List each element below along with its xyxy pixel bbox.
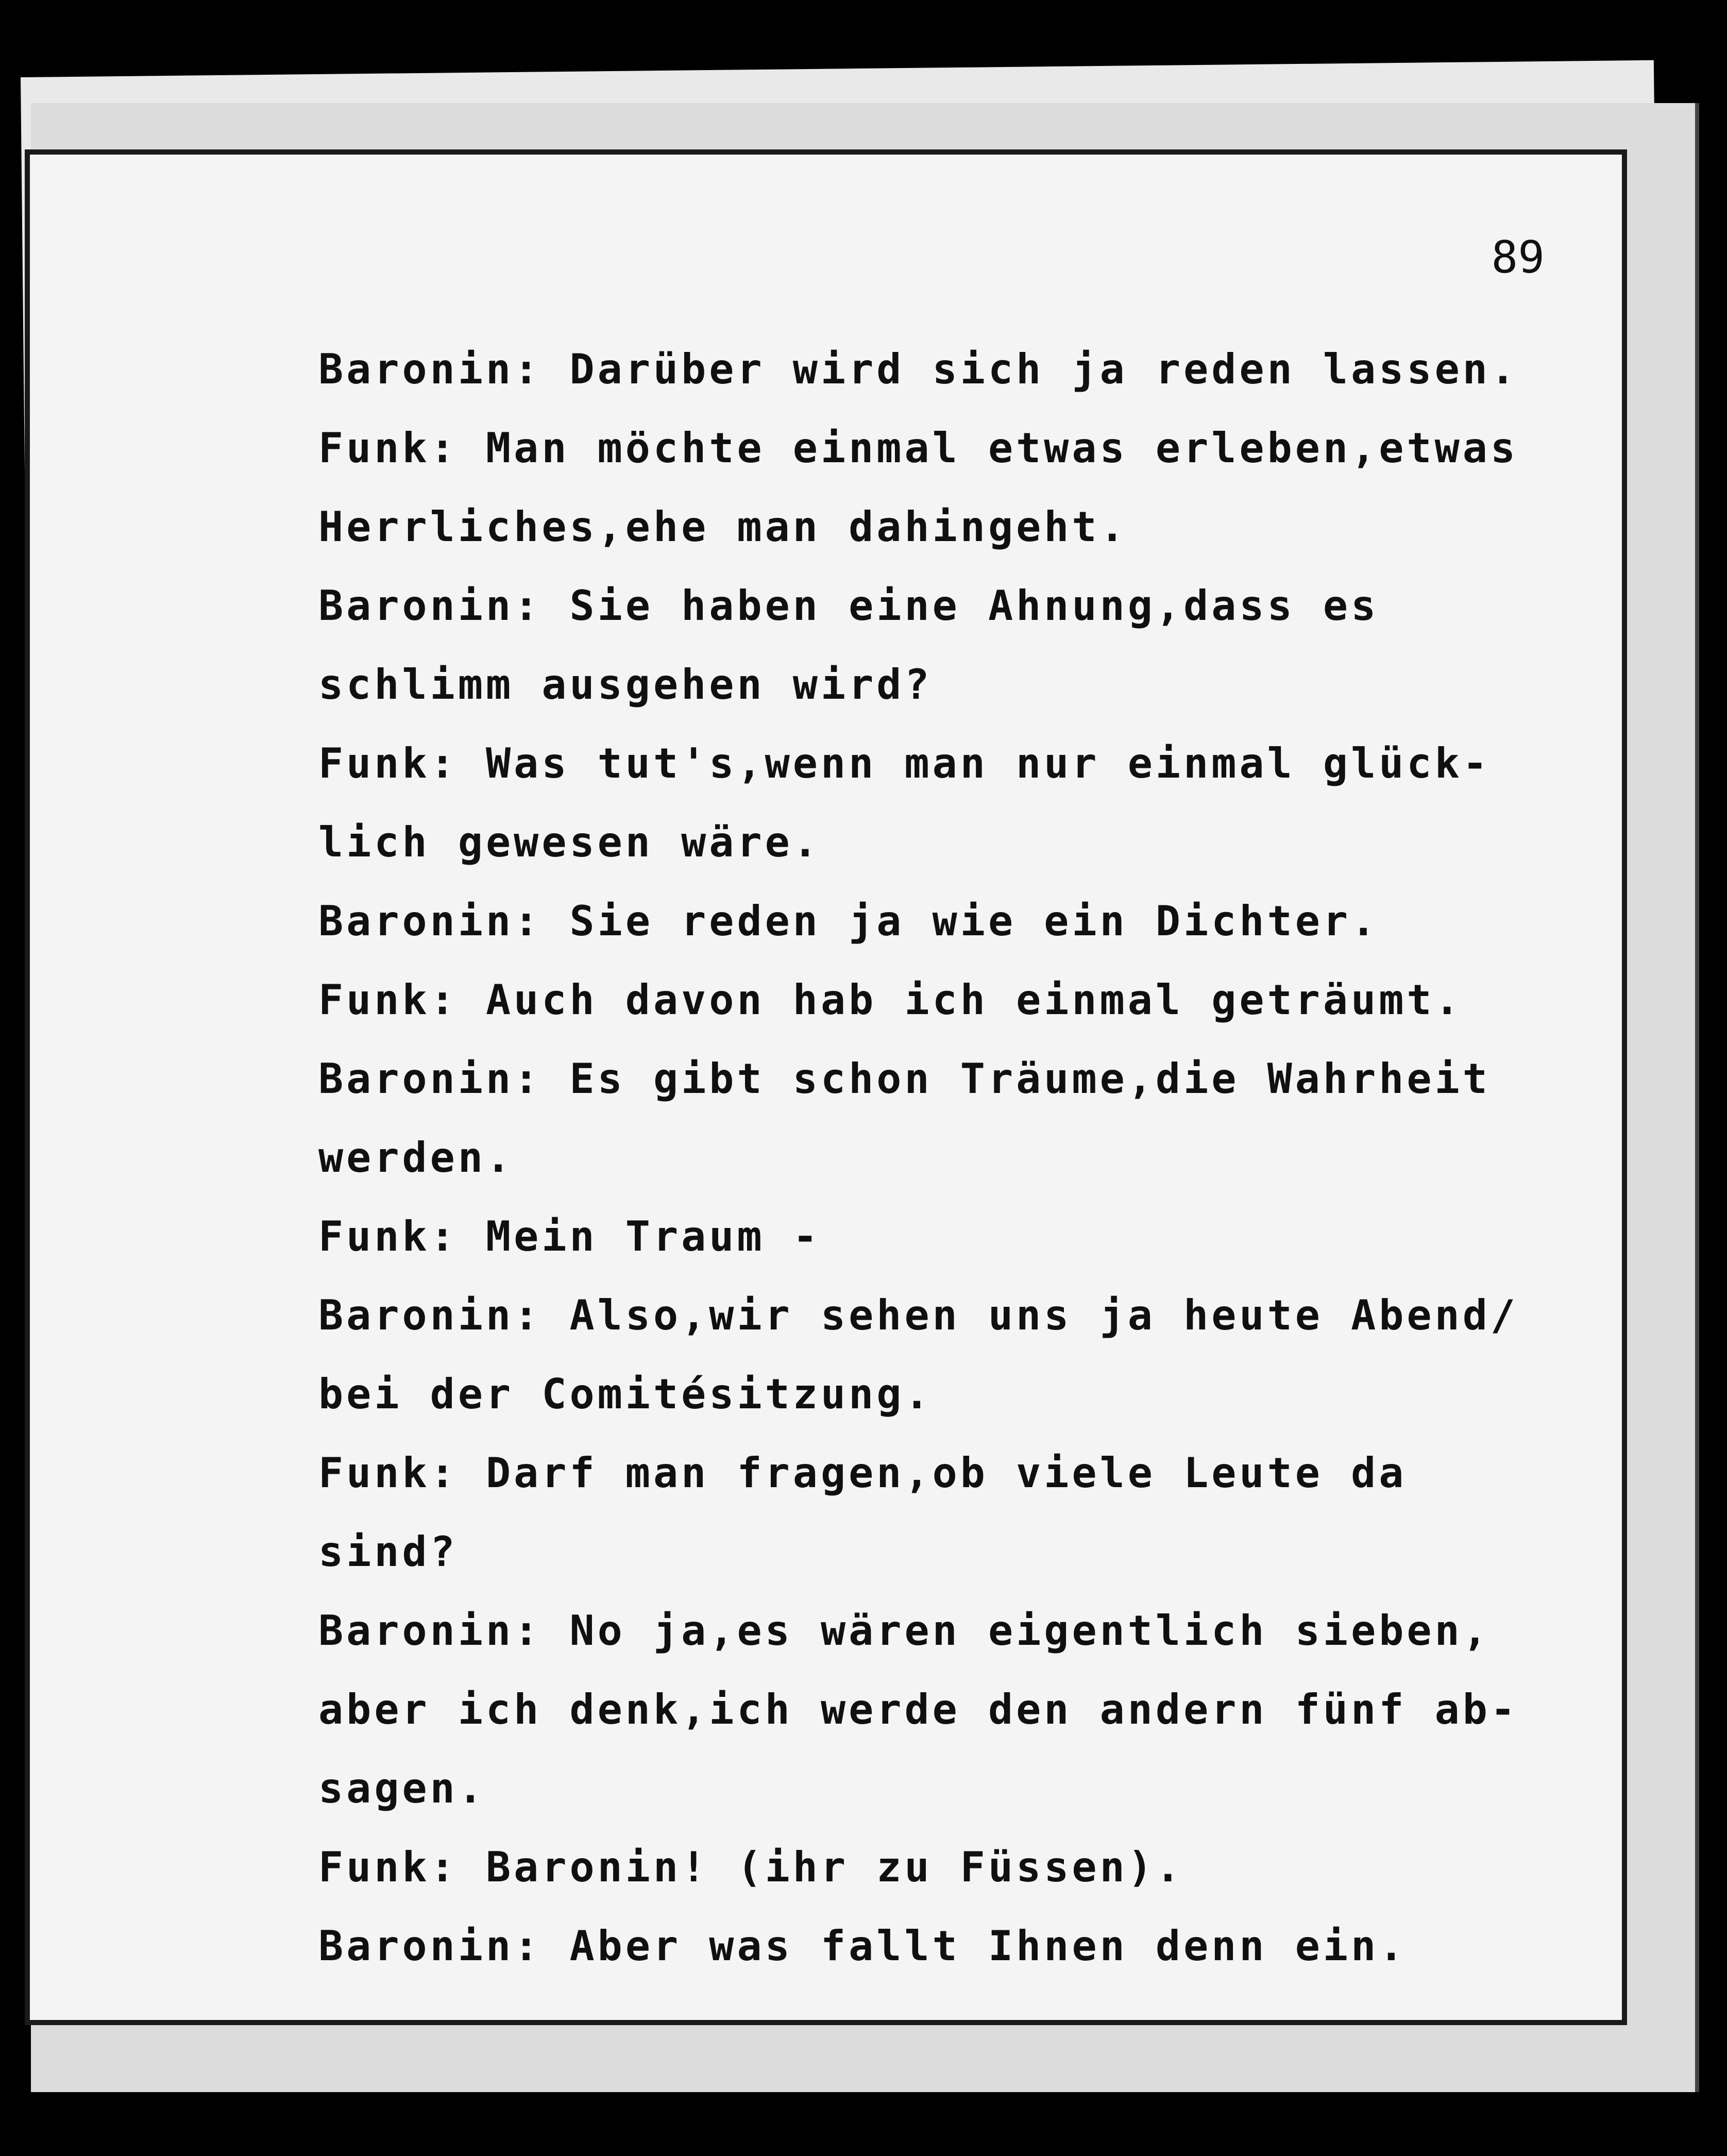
line-text: werden.	[318, 1134, 514, 1182]
speaker: Funk :	[318, 1449, 486, 1497]
speaker: Baronin :	[318, 582, 569, 630]
line-text: schlimm ausgehen wird?	[318, 661, 933, 709]
dialogue-line	[318, 1355, 1503, 1434]
typescript-page	[25, 149, 1627, 2025]
dialogue-line	[318, 1907, 1503, 1985]
line-text: Sie haben eine Ahnung,dass es	[569, 582, 1379, 630]
line-text: sagen.	[318, 1764, 486, 1812]
line-text: bei der Comitésitzung.	[318, 1370, 933, 1418]
dialogue-line	[318, 1276, 1519, 1355]
speaker: Baronin :	[318, 897, 569, 945]
dialogue-line	[318, 1118, 1503, 1197]
line-text: Darf man fragen,ob viele Leute da	[485, 1449, 1407, 1497]
dialogue-line	[318, 566, 1503, 645]
dialogue	[318, 330, 1519, 1985]
speaker: Baronin :	[318, 1607, 569, 1655]
speaker: Funk :	[318, 1212, 486, 1260]
line-text: No ja,es wären eigentlich sieben,	[569, 1607, 1491, 1655]
speaker: Funk :	[318, 1843, 486, 1891]
line-text: sind?	[318, 1528, 458, 1576]
dialogue-line	[318, 487, 1503, 566]
line-text: Sie reden ja wie ein Dichter.	[569, 897, 1379, 945]
line-text: Man möchte einmal etwas erleben,etwas	[485, 424, 1519, 472]
line-text: Auch davon hab ich einmal geträumt.	[485, 976, 1463, 1024]
dialogue-line	[318, 330, 1519, 409]
speaker: Funk :	[318, 424, 486, 472]
line-text: Es gibt schon Träume,die Wahrheit	[569, 1055, 1491, 1103]
dialogue-line	[318, 1749, 1503, 1828]
dialogue-line	[318, 1039, 1503, 1118]
dialogue-line	[318, 409, 1519, 487]
line-text: Darüber wird sich ja reden lassen.	[569, 345, 1519, 393]
dialogue-line	[318, 1434, 1503, 1512]
line-text: Mein Traum -	[485, 1212, 821, 1260]
dialogue-line	[318, 645, 1503, 724]
dialogue-line	[318, 1512, 1503, 1591]
dialogue-line	[318, 1828, 1503, 1907]
speaker: Baronin :	[318, 345, 569, 393]
dialogue-line	[318, 1591, 1503, 1670]
dialogue-line	[318, 1670, 1519, 1749]
dialogue-line	[318, 882, 1503, 961]
speaker: Baronin :	[318, 1291, 569, 1339]
speaker: Baronin :	[318, 1055, 569, 1103]
line-text: Aber was fallt Ihnen denn ein.	[569, 1922, 1407, 1970]
dialogue-line	[318, 803, 1503, 882]
dialogue-line	[318, 961, 1503, 1039]
speaker: Funk :	[318, 739, 486, 787]
line-text: Was tut's,wenn man nur einmal glück-	[485, 739, 1491, 787]
speaker: Baronin :	[318, 1922, 569, 1970]
dialogue-line	[318, 1197, 1503, 1276]
line-text: Also,wir sehen uns ja heute Abend/	[569, 1291, 1519, 1339]
page-number: 89	[1491, 232, 1545, 283]
line-text: Herrliches,ehe man dahingeht.	[318, 503, 1128, 551]
line-text: lich gewesen wäre.	[318, 818, 821, 866]
line-text: Baronin! (ihr zu Füssen).	[485, 1843, 1184, 1891]
dialogue-line	[318, 724, 1503, 803]
line-text: aber ich denk,ich werde den andern fünf ab-	[318, 1686, 1519, 1733]
speaker: Funk :	[318, 976, 486, 1024]
